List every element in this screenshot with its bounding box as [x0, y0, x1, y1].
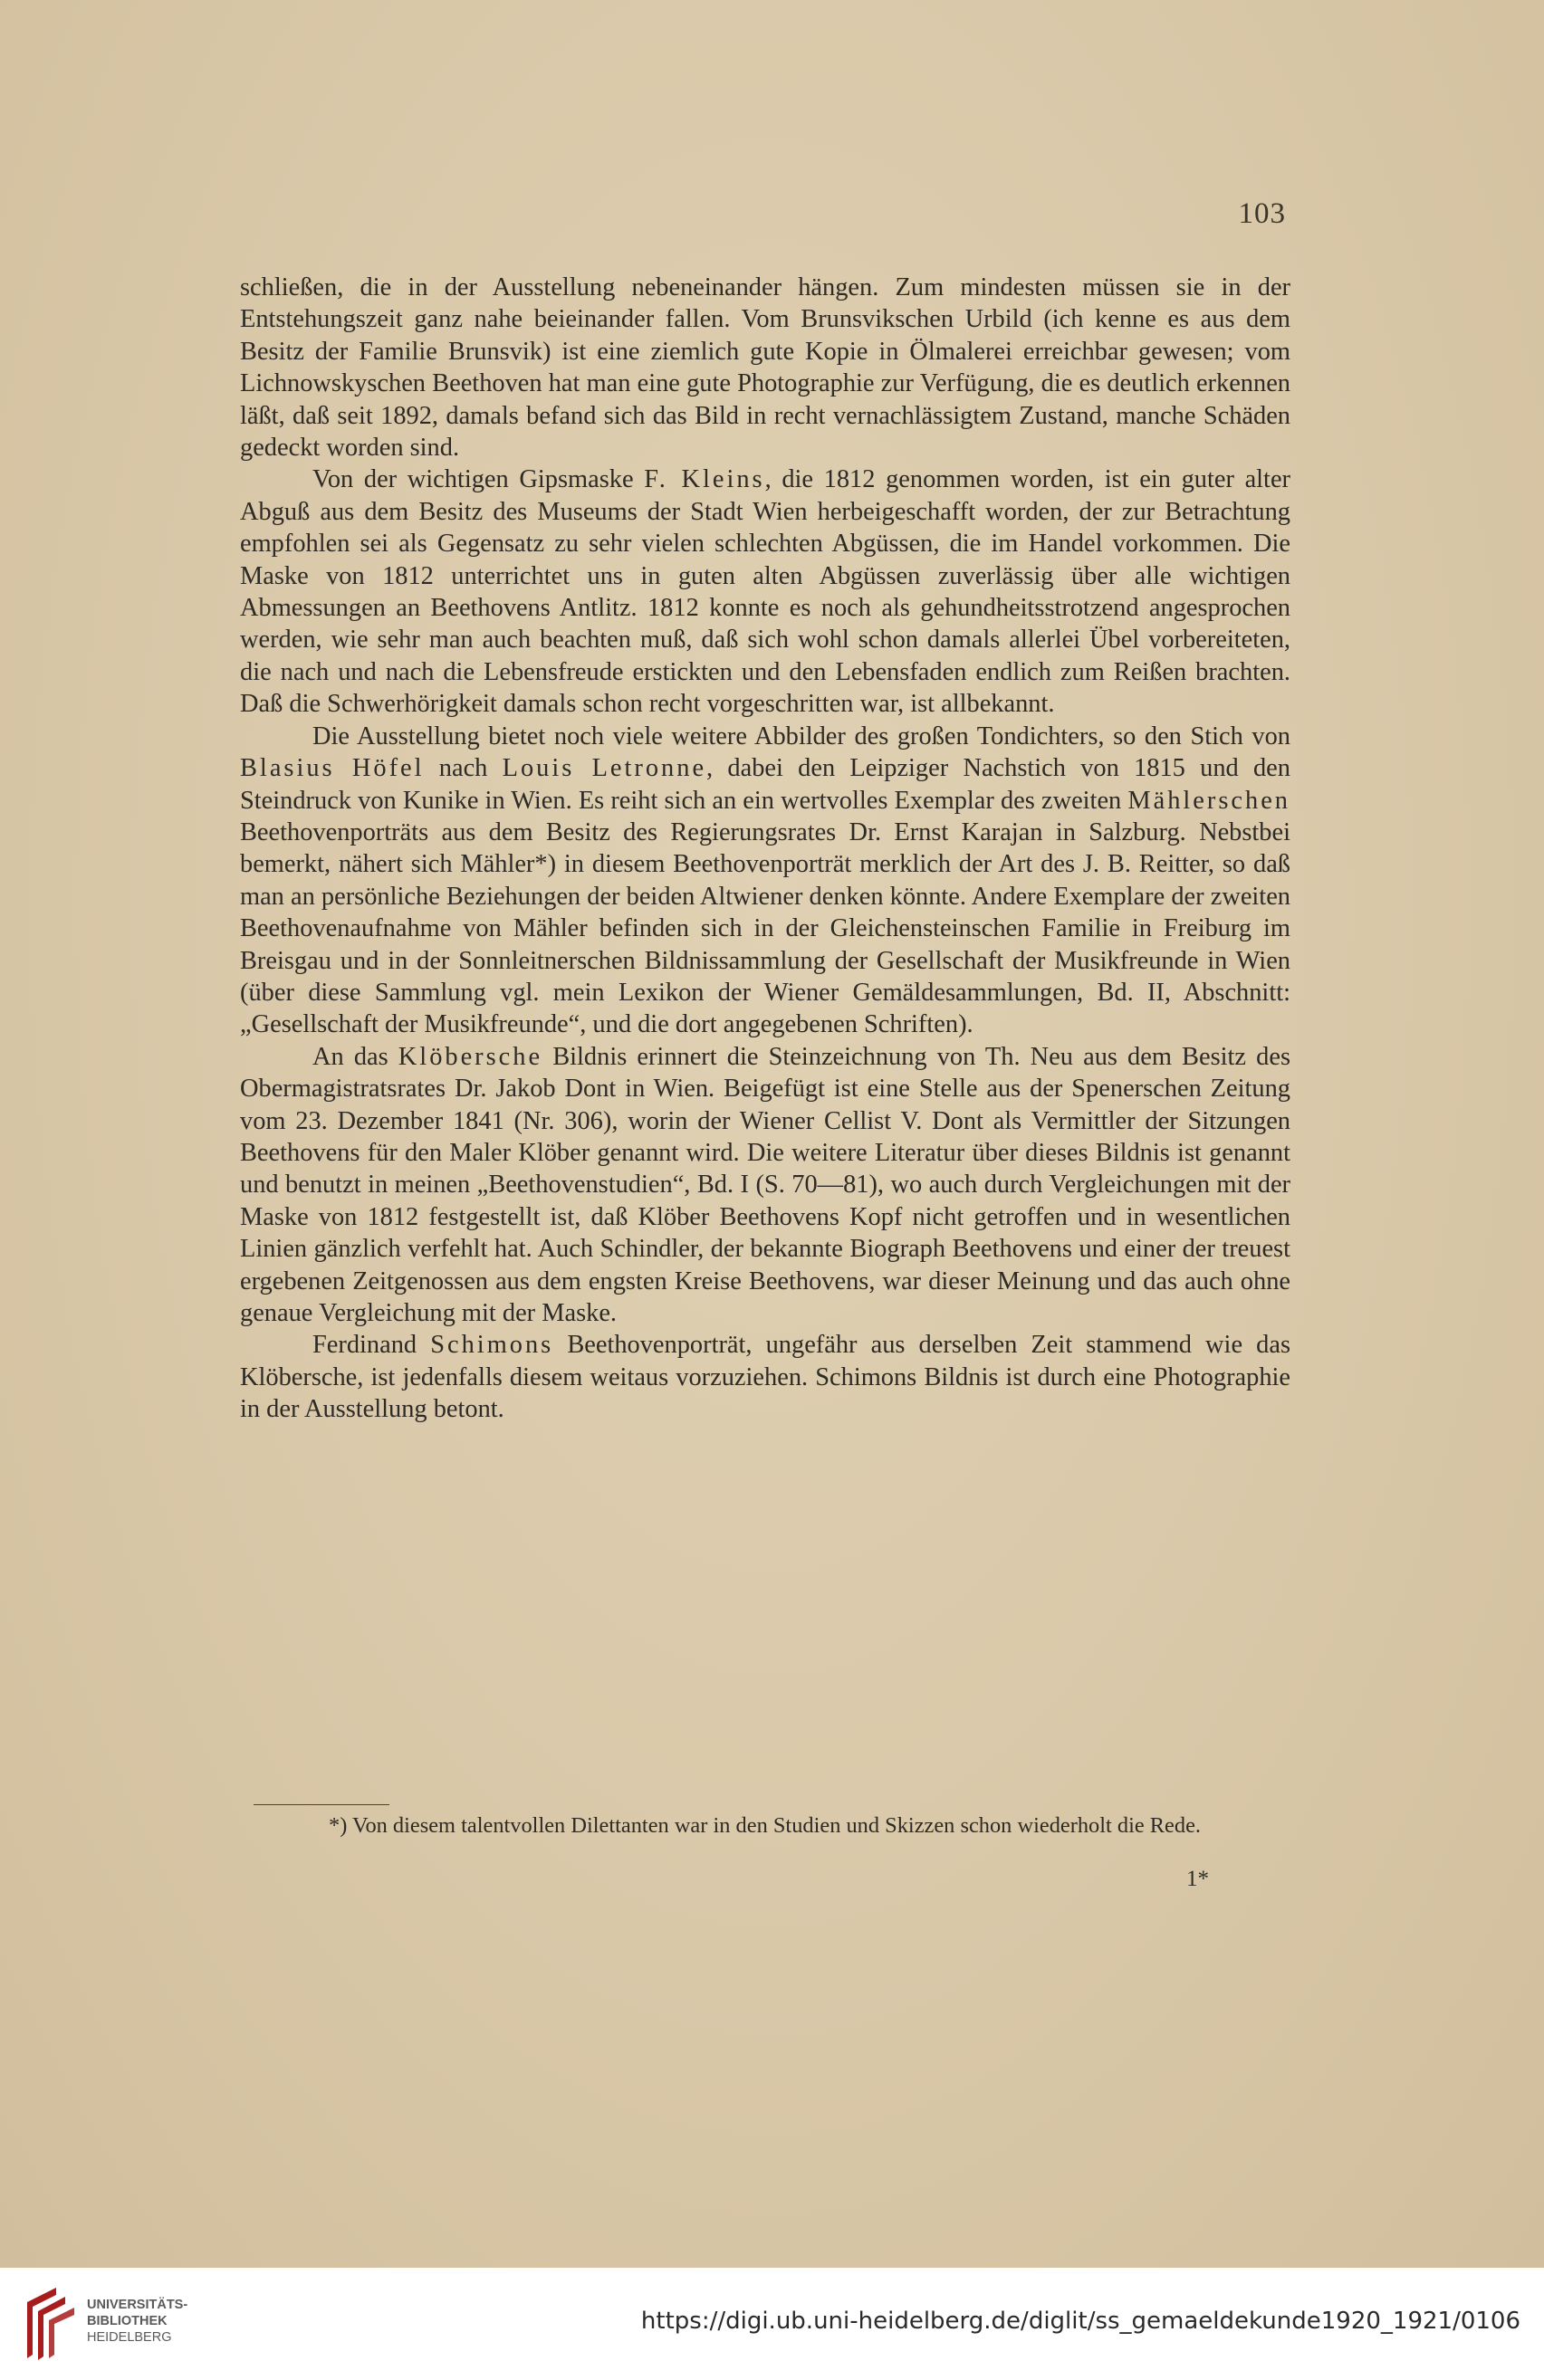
paragraph-text: Die Ausstellung bietet noch viele weitere Abbilder des großen Tondichters, so den Stich von [312, 722, 1290, 750]
paragraph-text: Ferdinand [312, 1331, 431, 1360]
library-logo-icon[interactable] [20, 2284, 76, 2362]
spaced-name: Mählerschen [1127, 786, 1290, 815]
spaced-name: Schimons [430, 1331, 554, 1360]
spaced-name: Klöbersche [398, 1042, 543, 1071]
paragraph-5 [240, 1329, 1290, 1425]
paragraph-1 [240, 272, 1290, 464]
library-name-line: UNIVERSITÄTS- [87, 2298, 188, 2312]
body-text [240, 272, 1290, 1426]
footnote [240, 1811, 1299, 1840]
library-name [87, 2297, 187, 2346]
spaced-name: Blasius Höfel [240, 754, 425, 783]
paragraph-4 [240, 1041, 1290, 1330]
signature-mark: 1* [1186, 1867, 1209, 1891]
library-name-line: BIBLIOTHEK [87, 2314, 168, 2328]
spaced-name: Louis Letronne [502, 754, 707, 783]
paragraph-text: , die 1812 genommen worden, ist ein guter alter Abguß aus dem Besitz des Museums der Stadt Wien herbeigeschafft worden, der zur Betrachtung empfohlen sei als Gegensatz zu sehr vielen schlechten Abgüssen, die im Handel vorkommen. Die Maske von 1812 unterrichtet uns in guten alten Abgüssen zuverlässig über alle wichtigen Abmessungen an Beethovens Antlitz. 1812 konnte es noch als gehundheitsstrotzend angesprochen werden, wie sehr man auch beachten muß, daß sich wohl schon damals allerlei Übel vorbereiteten, die nach und nach die Lebensfreude erstickten und den Lebensfaden endlich zum Reißen brachten. Daß die Schwerhörigkeit damals schon recht vorgeschritten war, ist allbekannt. [240, 465, 1290, 719]
paragraph-text: Beethovenporträts aus dem Besitz des Regierungsrates Dr. Ernst Karajan in Salzburg. Nebstbei bemerkt, nähert sich Mähler*) in diesem Beethovenporträt merklich der Art des J. B. Reitter, so daß man an persönliche Beziehungen der beiden Altwiener denken könnte. Andere Exemplare der zweiten Beethovenaufnahme von Mähler befinden sich in der Gleichensteinschen Familie in Freiburg im Breisgau und in der Sonnleitnerschen Bildnissammlung der Gesellschaft der Musikfreunde in Wien (über diese Sammlung vgl. mein Lexikon der Wiener Gemäldesammlungen, Bd. II, Abschnitt: „Gesellschaft der Musikfreunde“, und die dort angegebenen Schriften). [240, 817, 1290, 1039]
paragraph-text: nach [424, 754, 503, 783]
paragraph-3 [240, 721, 1290, 1041]
paragraph-text: An das [312, 1042, 398, 1071]
page-number: 103 [1238, 197, 1286, 230]
spaced-name: F. Kleins [644, 465, 765, 494]
paragraph-text: Beethovenporträt, ungefähr aus derselben Zeit stammend wie das Klöbersche, ist jedenfalls diesem weitaus vorzuziehen. Schimons Bildnis ist durch eine Photographie in der Ausstellung betont. [240, 1331, 1290, 1424]
footnote-divider [254, 1804, 389, 1805]
paragraph-text: , dabei den Leipziger Nachstich von 1815 und den Steindruck von Kunike in Wien. Es reiht sich an ein wertvolles Exemplar des zweiten [240, 754, 1290, 815]
paragraph-text: Von der wichtigen Gipsmaske [312, 465, 645, 494]
permalink-url[interactable]: https://digi.ub.uni-heidelberg.de/diglit/ss_gemaeldekunde1920_1921/0106 [640, 2308, 1520, 2335]
paragraph-text: schließen, die in der Ausstellung nebeneinander hängen. Zum mindesten müssen sie in der Entstehungszeit ganz nahe beieinander fallen. Vom Brunsvikschen Urbild (ich kenne es aus dem Besitz der Familie Brunsvik) ist eine ziemlich gute Kopie in Ölmalerei erreichbar gewesen; vom Lichnowskyschen Beethoven hat man eine gute Photographie zur Verfügung, die es deutlich erkennen läßt, daß seit 1892, damals befand sich das Bild in recht vernachlässigtem Zustand, manche Schäden gedeckt worden sind. [240, 273, 1290, 463]
library-name-line: HEIDELBERG [87, 2330, 172, 2345]
paragraph-text: Bildnis erinnert die Steinzeichnung von Th. Neu aus dem Besitz des Obermagistratsrates Dr. Jakob Dont in Wien. Beigefügt ist eine Stelle aus der Spenerschen Zeitung vom 23. Dezember 1841 (Nr. 306), worin der Wiener Cellist V. Dont als Vermittler der Sitzungen Beethovens für den Maler Klöber genannt wird. Die weitere Literatur über dieses Bildnis ist genannt und benutzt in meinen „Beethovenstudien“, Bd. I (S. 70—81), wo auch durch Vergleichungen mit der Maske von 1812 festgestellt ist, daß Klöber Beethovens Kopf nicht getroffen und in wesentlichen Linien gänzlich verfehlt hat. Auch Schindler, der bekannte Biograph Beethovens und einer der treuest ergebenen Zeitgenossen aus dem engsten Kreise Beethovens, war dieser Meinung und das auch ohne genaue Vergleichung mit der Maske. [240, 1042, 1290, 1327]
footnote-text: *) Von diesem talentvollen Dilettanten war in den Studien und Skizzen schon wiederholt die Rede. [329, 1813, 1201, 1838]
paragraph-2 [240, 464, 1290, 720]
